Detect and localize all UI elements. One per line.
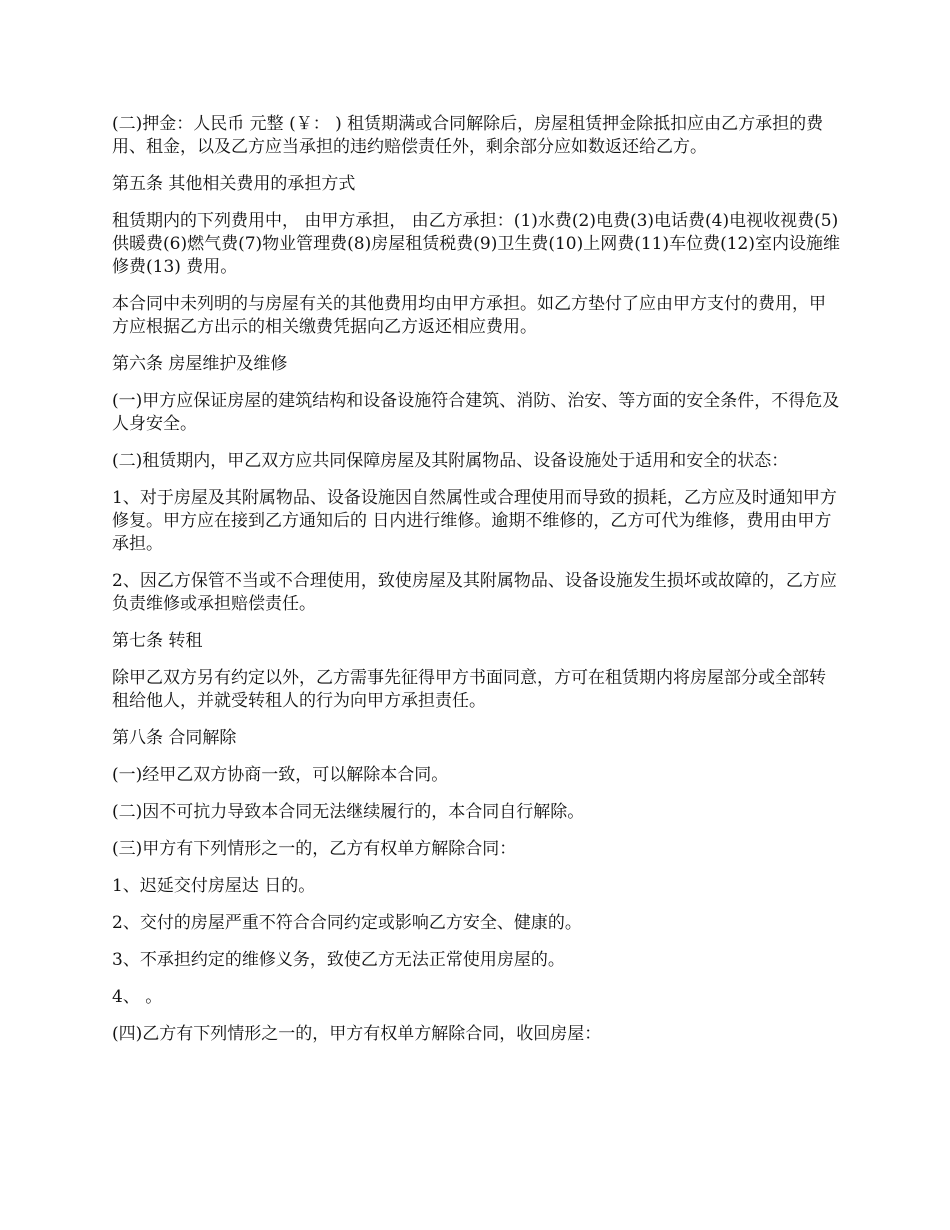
termination-item-2: 2、交付的房屋严重不符合合同约定或影响乙方安全、健康的。 xyxy=(112,913,582,933)
termination-item-4: 4、 。 xyxy=(112,987,163,1007)
article-8-heading: 第八条 合同解除 xyxy=(112,728,237,748)
article-7-heading: 第七条 转租 xyxy=(112,631,203,651)
maintenance-item-1: 1、对于房屋及其附属物品、设备设施因自然属性或合理使用而导致的损耗，乙方应及时通知甲方修复。甲方应在接到乙方通知后的 日内进行维修。逾期不维修的，乙方可代为维修，费用由甲方承担。 xyxy=(112,488,837,554)
document-page xyxy=(112,113,842,1060)
termination-item-3: 3、不承担约定的维修义务，致使乙方无法正常使用房屋的。 xyxy=(112,950,565,970)
termination-clause-1: (一)经甲乙双方协商一致，可以解除本合同。 xyxy=(112,765,449,785)
maintenance-item-2: 2、因乙方保管不当或不合理使用，致使房屋及其附属物品、设备设施发生损坏或故障的，乙方应负责维修或承担赔偿责任。 xyxy=(112,571,837,614)
article-5-heading: 第五条 其他相关费用的承担方式 xyxy=(112,174,356,194)
other-fees-paragraph: 本合同中未列明的与房屋有关的其他费用均由甲方承担。如乙方垫付了应由甲方支付的费用，甲方应根据乙方出示的相关缴费凭据向乙方返还相应费用。 xyxy=(112,294,826,337)
termination-item-1: 1、迟延交付房屋达 日的。 xyxy=(112,876,316,896)
sublease-paragraph: 除甲乙双方另有约定以外，乙方需事先征得甲方书面同意，方可在租赁期内将房屋部分或全部转租给他人，并就受转租人的行为向甲方承担责任。 xyxy=(112,668,826,711)
maintenance-clause-2: (二)租赁期内，甲乙双方应共同保障房屋及其附属物品、设备设施处于适用和安全的状态： xyxy=(112,451,789,471)
maintenance-clause-1: (一)甲方应保证房屋的建筑结构和设备设施符合建筑、消防、治安、等方面的安全条件，不得危及人身安全。 xyxy=(112,391,840,434)
termination-clause-4: (四)乙方有下列情形之一的，甲方有权单方解除合同，收回房屋： xyxy=(112,1024,602,1044)
fees-paragraph: 租赁期内的下列费用中， 由甲方承担， 由乙方承担：(1)水费(2)电费(3)电话费(4)电视收视费(5)供暖费(6)燃气费(7)物业管理费(8)房屋租赁税费(9)卫生费(10)上网费(11)车位费(12)室内设施维修费(13) 费用。 xyxy=(112,211,841,277)
termination-clause-2: (二)因不可抗力导致本合同无法继续履行的，本合同自行解除。 xyxy=(112,802,585,822)
deposit-paragraph: (二)押金：人民币 元整 (￥： ) 租赁期满或合同解除后，房屋租赁押金除抵扣应由乙方承担的费用、租金，以及乙方应当承担的违约赔偿责任外，剩余部分应如数返还给乙方。 xyxy=(112,114,824,157)
termination-clause-3: (三)甲方有下列情形之一的，乙方有权单方解除合同： xyxy=(112,839,517,859)
article-6-heading: 第六条 房屋维护及维修 xyxy=(112,354,288,374)
